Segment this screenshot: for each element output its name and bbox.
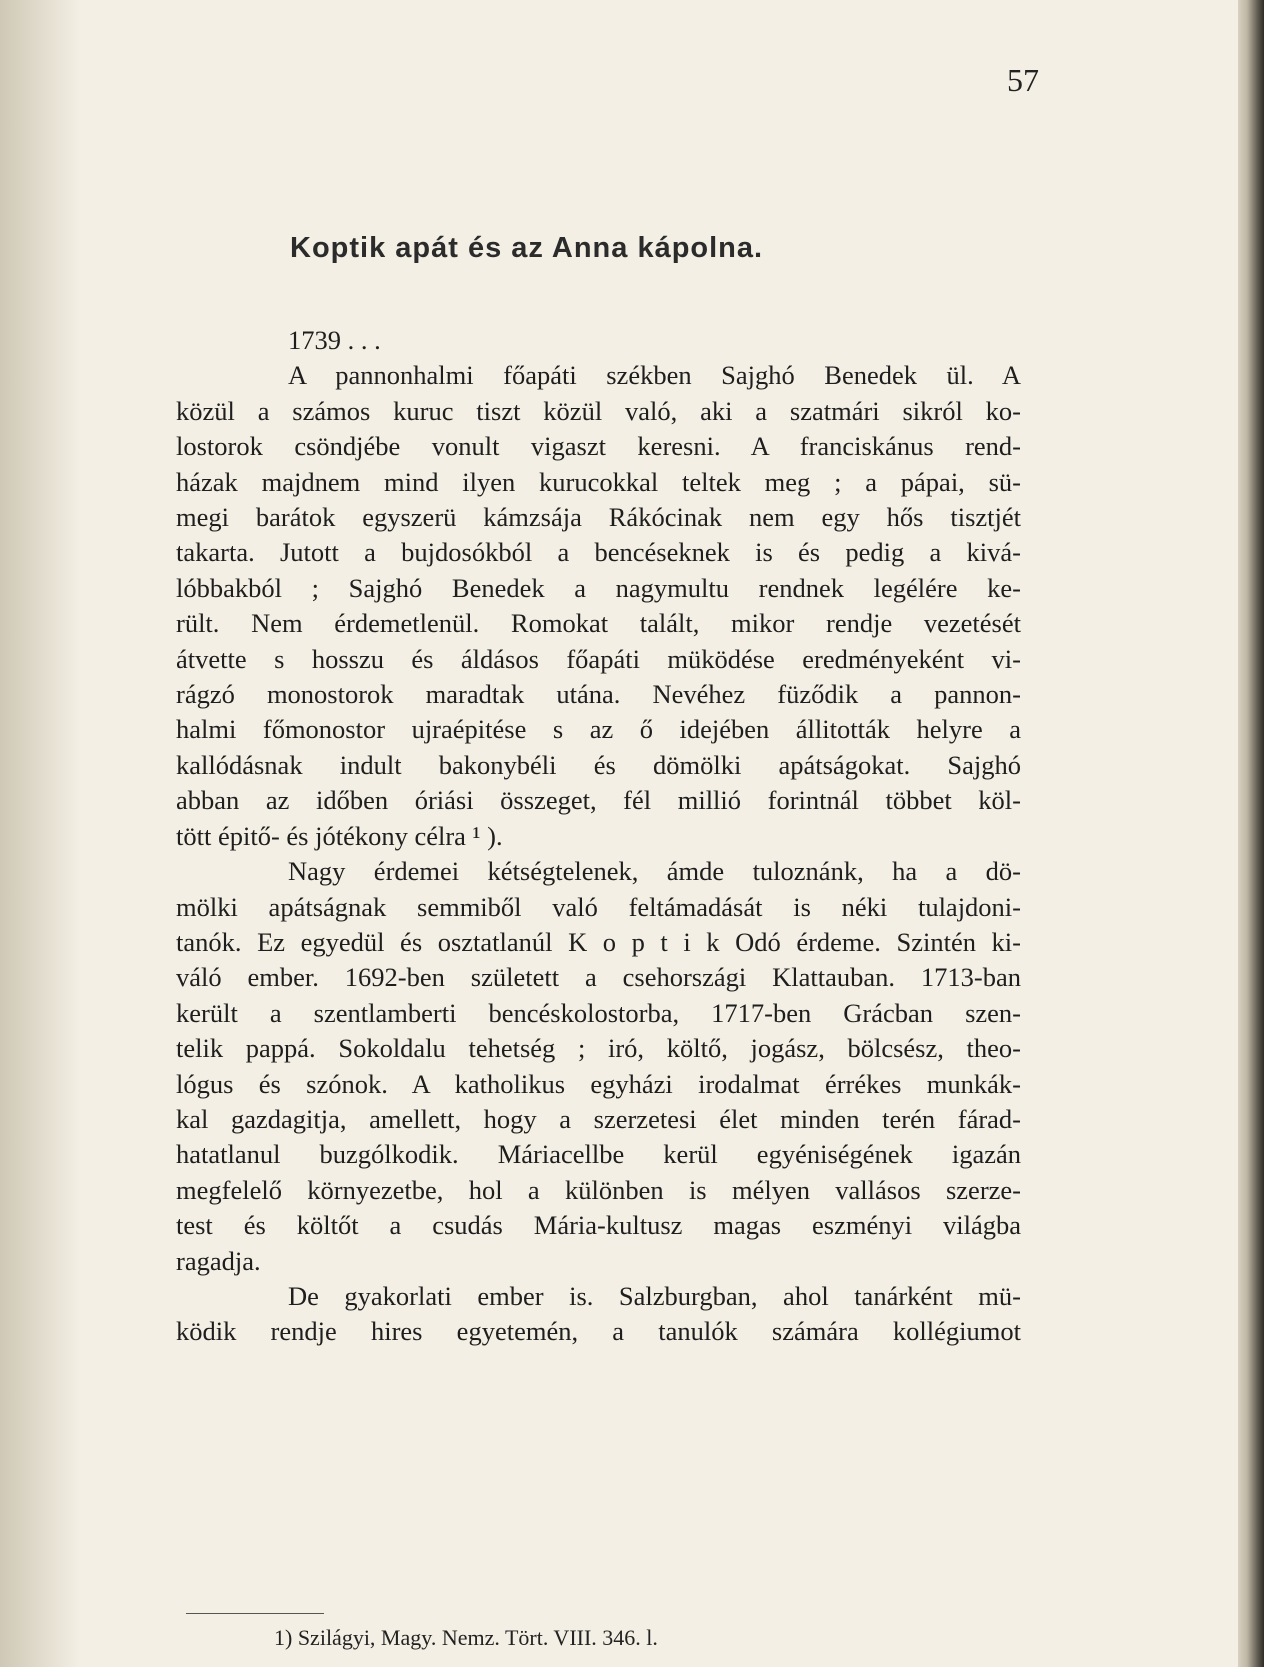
text-line: rágzó monostorok maradtak utána. Nevéhez füződik a pannon-: [176, 679, 1021, 710]
text-line: lóbbakból ; Sajghó Benedek a nagymultu rendnek legélére ke-: [176, 572, 1021, 603]
text-line: váló ember. 1692-ben született a csehországi Klattauban. 1713-ban: [176, 962, 1021, 993]
text-line: ragadja.: [176, 1245, 261, 1276]
body-text: [176, 323, 1021, 1350]
text-line: 1739 . . .: [288, 325, 381, 355]
text-line: hatatlanul buzgólkodik. Máriacellbe kerül egyéniségének igazán: [176, 1139, 1021, 1170]
text-line: abban az időben óriási összeget, fél millió forintnál többet köl-: [176, 785, 1021, 816]
text-line: mölki apátságnak semmiből való feltámadását is néki tulajdoni-: [176, 891, 1021, 922]
text-line: tanók. Ez egyedül és osztatlanúl K o p t i k Odó érdeme. Szintén ki-: [176, 926, 1021, 957]
text-line: került a szentlamberti bencéskolostorba, 1717-ben Grácban szen-: [176, 997, 1021, 1028]
text-line: takarta. Jutott a bujdosókból a bencéseknek is és pedig a kivá-: [176, 537, 1021, 568]
text-line: megfelelő környezetbe, hol a különben is mélyen vallásos szerze-: [176, 1174, 1021, 1205]
page-gutter-shadow: [0, 0, 80, 1667]
text-line: halmi főmonostor ujraépitése s az ő idejében állitották helyre a: [176, 714, 1021, 745]
text-line: Nagy érdemei kétségtelenek, ámde tuloznánk, ha a dö-: [288, 856, 1021, 887]
text-line: test és költőt a csudás Mária-kultusz magas eszményi világba: [176, 1210, 1021, 1241]
footnote-divider: [186, 1613, 324, 1614]
text-line: átvette s hosszu és áldásos főapáti müködése eredményeként vi-: [176, 643, 1021, 674]
chapter-title: Koptik apát és az Anna kápolna.: [290, 232, 764, 264]
text-line: házak majdnem mind ilyen kurucokkal teltek meg ; a pápai, sü-: [176, 466, 1021, 497]
page-number: 57: [1007, 62, 1039, 98]
text-line: megi barátok egyszerü kámzsája Rákócinak nem egy hős tisztjét: [176, 502, 1021, 533]
text-line: telik pappá. Sokoldalu tehetség ; iró, költő, jogász, bölcsész, theo-: [176, 1033, 1021, 1064]
footnote: 1) Szilágyi, Magy. Nemz. Tört. VIII. 346. l.: [274, 1625, 658, 1650]
text-line: rült. Nem érdemetlenül. Romokat talált, mikor rendje vezetését: [176, 608, 1021, 639]
text-line: A pannonhalmi főapáti székben Sajghó Benedek ül. A: [288, 360, 1021, 391]
text-line: ködik rendje hires egyetemén, a tanulók számára kollégiumot: [176, 1316, 1021, 1347]
text-line: közül a számos kuruc tiszt közül való, aki a szatmári sikról ko-: [176, 395, 1021, 426]
text-line: lostorok csöndjébe vonult vigaszt keresni. A franciskánus rend-: [176, 431, 1021, 462]
text-line: tött épitő- és jótékony célra ¹ ).: [176, 820, 503, 851]
text-line: De gyakorlati ember is. Salzburgban, ahol tanárként mü-: [288, 1280, 1021, 1311]
text-line: kallódásnak indult bakonybéli és dömölki apátságokat. Sajghó: [176, 749, 1021, 780]
text-line: kal gazdagitja, amellett, hogy a szerzetesi élet minden terén fárad-: [176, 1103, 1021, 1134]
text-line: lógus és szónok. A katholikus egyházi irodalmat érrékes munkák-: [176, 1068, 1021, 1099]
page-edge-shadow: [1238, 0, 1264, 1667]
